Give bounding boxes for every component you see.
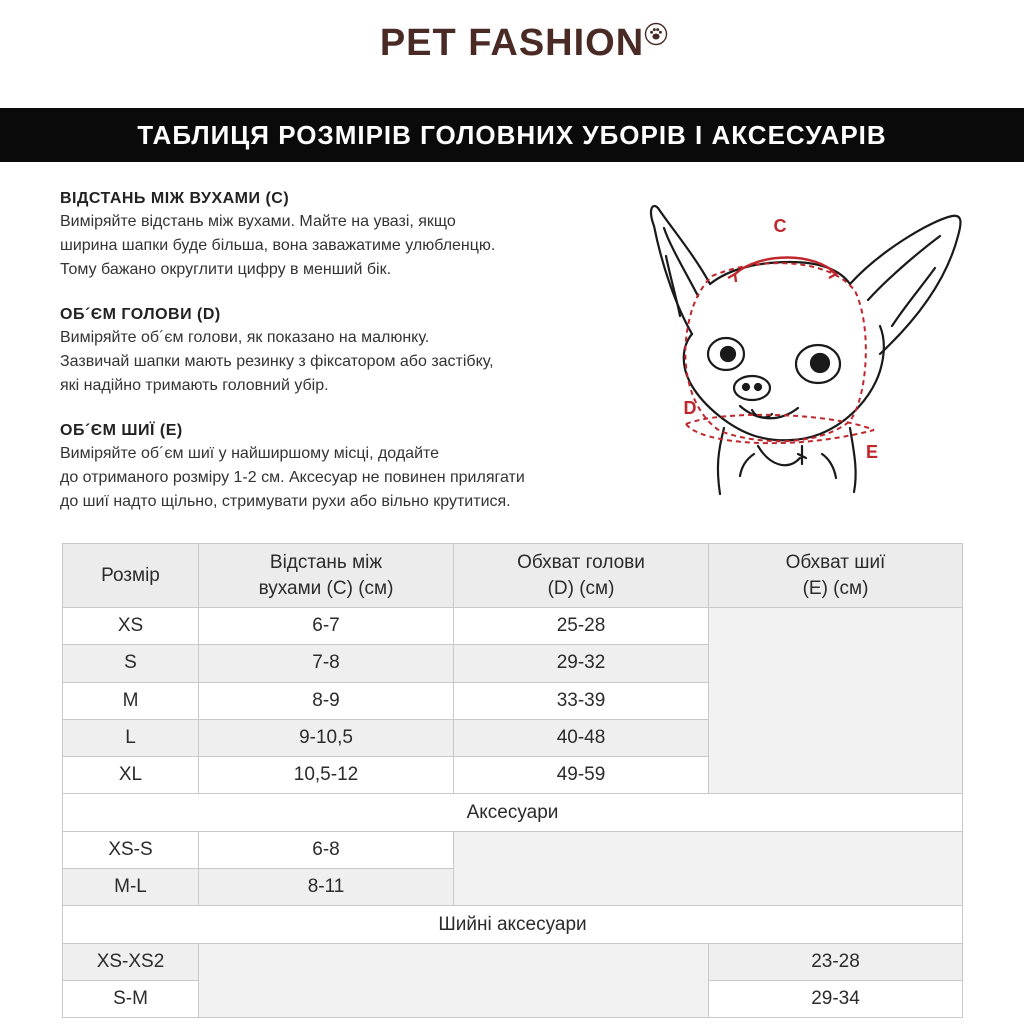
table-row xyxy=(63,831,963,868)
table-row xyxy=(63,943,963,980)
header-size: Розмір xyxy=(63,544,199,608)
cell-size: XL xyxy=(63,757,199,794)
section-line: Виміряйте об´єм шиї у найширшому місці, додайте xyxy=(60,445,440,462)
cell-neck-girth: 29-34 xyxy=(709,980,963,1017)
cell-ear-distance: 9-10,5 xyxy=(199,719,454,756)
brand-logo xyxy=(0,22,1024,65)
cell-head-girth: 33-39 xyxy=(454,682,709,719)
neck-accessories-title: Шийні аксесуари xyxy=(63,906,963,943)
section-line: Тому бажано округлити цифру в менший бік. xyxy=(60,261,392,278)
cell-head-girth: 49-59 xyxy=(454,757,709,794)
section-line: Виміряйте відстань між вухами. Майте на увазі, якщо xyxy=(60,213,456,230)
cell-ear-distance: 7-8 xyxy=(199,645,454,682)
section-title: ОБ´ЄМ ШИЇ (E) xyxy=(60,422,183,439)
table-row xyxy=(63,608,963,645)
cell-size: XS-XS2 xyxy=(63,943,199,980)
header-neck-girth: Обхват шиї (E) (см) xyxy=(709,544,963,608)
cell-size: M-L xyxy=(63,869,199,906)
table-header-row xyxy=(63,544,963,608)
label-c: C xyxy=(773,216,787,236)
dog-measurement-illustration xyxy=(640,196,970,506)
header-head-girth: Обхват голови (D) (см) xyxy=(454,544,709,608)
cell-neck-accessories-empty xyxy=(199,943,709,1018)
section-title: ВІДСТАНЬ МІЖ ВУХАМИ (C) xyxy=(60,190,290,207)
cell-head-girth: 25-28 xyxy=(454,608,709,645)
accessories-title: Аксесуари xyxy=(63,794,963,831)
cell-ear-distance: 8-11 xyxy=(199,869,454,906)
header-ear-distance: Відстань між вухами (C) (см) xyxy=(199,544,454,608)
label-e: E xyxy=(865,442,879,462)
table-section-row xyxy=(63,794,963,831)
section-head-volume xyxy=(60,304,620,398)
section-line: ширина шапки буде більша, вона заважатиме улюбленцю. xyxy=(60,237,496,254)
cell-size: XS xyxy=(63,608,199,645)
cell-ear-distance: 10,5-12 xyxy=(199,757,454,794)
cell-size: M xyxy=(63,682,199,719)
cell-head-girth: 29-32 xyxy=(454,645,709,682)
section-title: ОБ´ЄМ ГОЛОВИ (D) xyxy=(60,306,221,323)
cell-ear-distance: 8-9 xyxy=(199,682,454,719)
section-line: до шиї надто щільно, стримувати рухи або вільно крутитися. xyxy=(60,493,511,510)
cell-neck-girth: 23-28 xyxy=(709,943,963,980)
cell-head-girth: 40-48 xyxy=(454,719,709,756)
section-line: які надійно тримають головний убір. xyxy=(60,377,329,394)
cell-size: XS-S xyxy=(63,831,199,868)
size-table xyxy=(62,543,963,1018)
section-line: Зазвичай шапки мають резинку з фіксатором або застібку, xyxy=(60,353,494,370)
cell-neck-empty xyxy=(709,608,963,794)
cell-size: S xyxy=(63,645,199,682)
section-ear-distance xyxy=(60,188,620,282)
section-line: Виміряйте об´єм голови, як показано на малюнку. xyxy=(60,329,430,346)
cell-size: S-M xyxy=(63,980,199,1017)
cell-size: L xyxy=(63,719,199,756)
section-neck-volume xyxy=(60,420,620,514)
table-section-row xyxy=(63,906,963,943)
label-d: D xyxy=(683,398,697,418)
cell-accessories-empty xyxy=(454,831,963,906)
page-title: ТАБЛИЦЯ РОЗМІРІВ ГОЛОВНИХ УБОРІВ І АКСЕСУАРІВ xyxy=(0,108,1024,162)
cell-ear-distance: 6-8 xyxy=(199,831,454,868)
paw-icon xyxy=(644,22,668,46)
cell-ear-distance: 6-7 xyxy=(199,608,454,645)
section-line: до отриманого розміру 1-2 см. Аксесуар не повинен прилягати xyxy=(60,469,525,486)
brand-name: PET FASHION xyxy=(379,22,645,64)
